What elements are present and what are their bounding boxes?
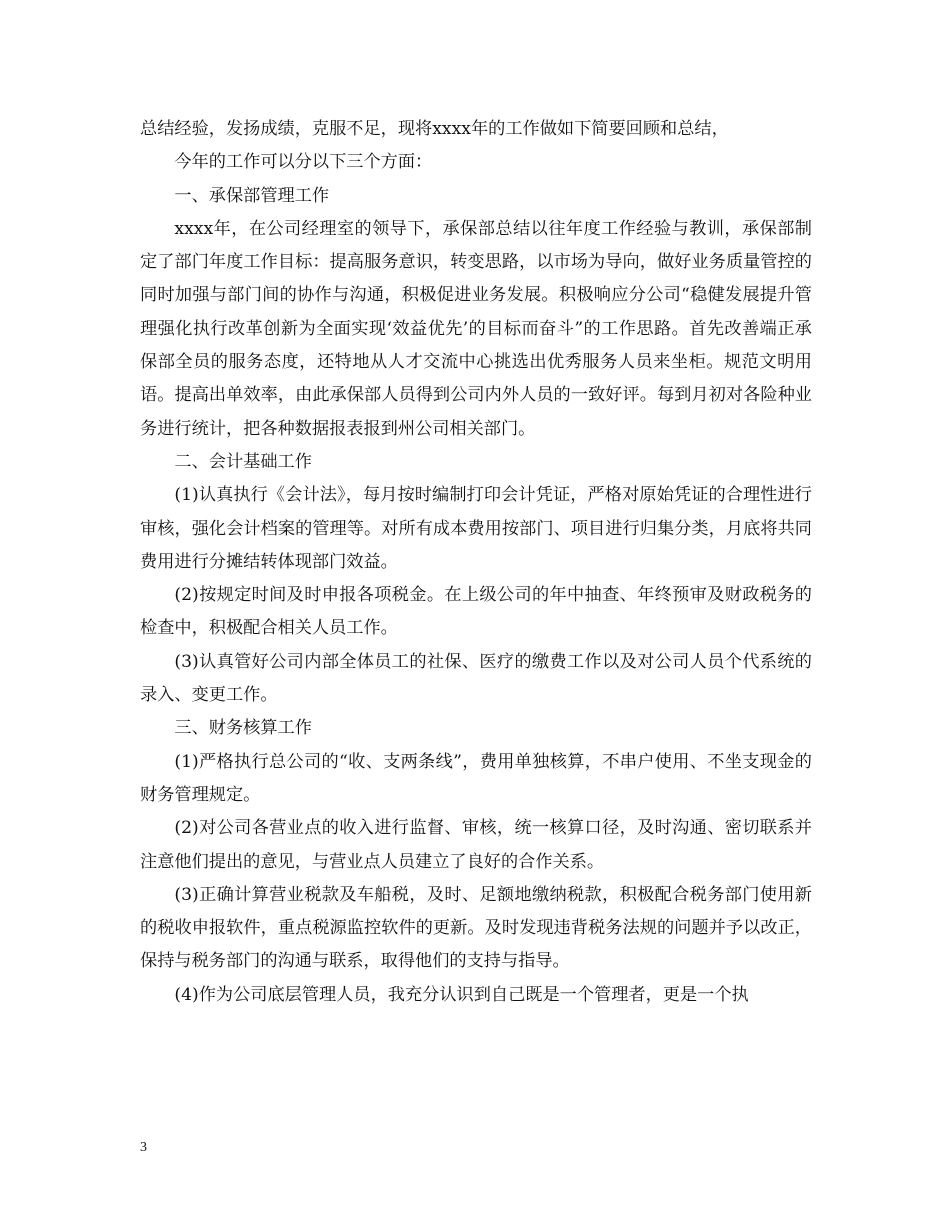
section-heading-1: 一、承保部管理工作 [174,185,330,206]
paragraph-3: xxxx年，在公司经理室的领导下，承保部总结以往年度工作经验与教训，承保部制定了部门年度工作目标：提高服务意识，转变思路，以市场为导向，做好业务质量管控的同时加强与部门间的协作与沟通，积极促进业务发展。积极响应分公司“稳健发展提升管理强化执行改革创新为全面实现‘效益优先’的目标而奋斗”的工作思路。首先改善端正承保部全员的服务态度，还特地从人才交流中心挑选出优秀服务人员来坐柜。规范文明用语。提高出单效率，由此承保部人员得到公司内外人员的一致好评。每到月初对各险种业务进行统计，把各种数据报表报到州公司相关部门。 [140,218,812,439]
page-number: 3 [140,1140,147,1155]
paragraph-4: (1)认真执行《会计法》，每月按时编制打印会计凭证，严格对原始凭证的合理性进行审核，强化会计档案的管理等。对所有成本费用按部门、项目进行归集分类，月底将共同费用进行分摊结转体现部门效益。 [140,485,812,572]
paragraph-6: (3)认真管好公司内部全体员工的社保、医疗的缴费工作以及对公司人员个代系统的录入、变更工作。 [140,651,812,706]
paragraph-2: 今年的工作可以分以下三个方面： [174,152,433,173]
paragraph-1: 总结经验，发扬成绩，克服不足，现将xxxx年的工作做如下简要回顾和总结， [140,119,729,139]
document-body [140,113,812,1012]
paragraph-9: (3)正确计算营业税款及车船税，及时、足额地缴纳税款，积极配合税务部门使用新的税收申报软件，重点税源监控软件的更新。及时发现违背税务法规的问题并予以改正，保持与税务部门的沟通与联系，取得他们的支持与指导。 [140,884,812,972]
section-heading-2: 二、会计基础工作 [174,451,312,472]
paragraph-10: (4)作为公司底层管理人员，我充分认识到自己既是一个管理者，更是一个执 [174,984,749,1005]
paragraph-5: (2)按规定时间及时申报各项税金。在上级公司的年中抽查、年终预审及财政税务的检查中，积极配合相关人员工作。 [140,585,812,639]
paragraph-8: (2)对公司各营业点的收入进行监督、审核，统一核算口径，及时沟通、密切联系并注意他们提出的意见，与营业点人员建立了良好的合作关系。 [140,818,812,872]
paragraph-7: (1)严格执行总公司的“收、支两条线”，费用单独核算，不串户使用、不坐支现金的财务管理规定。 [140,751,812,805]
section-heading-3: 三、财务核算工作 [174,718,312,739]
